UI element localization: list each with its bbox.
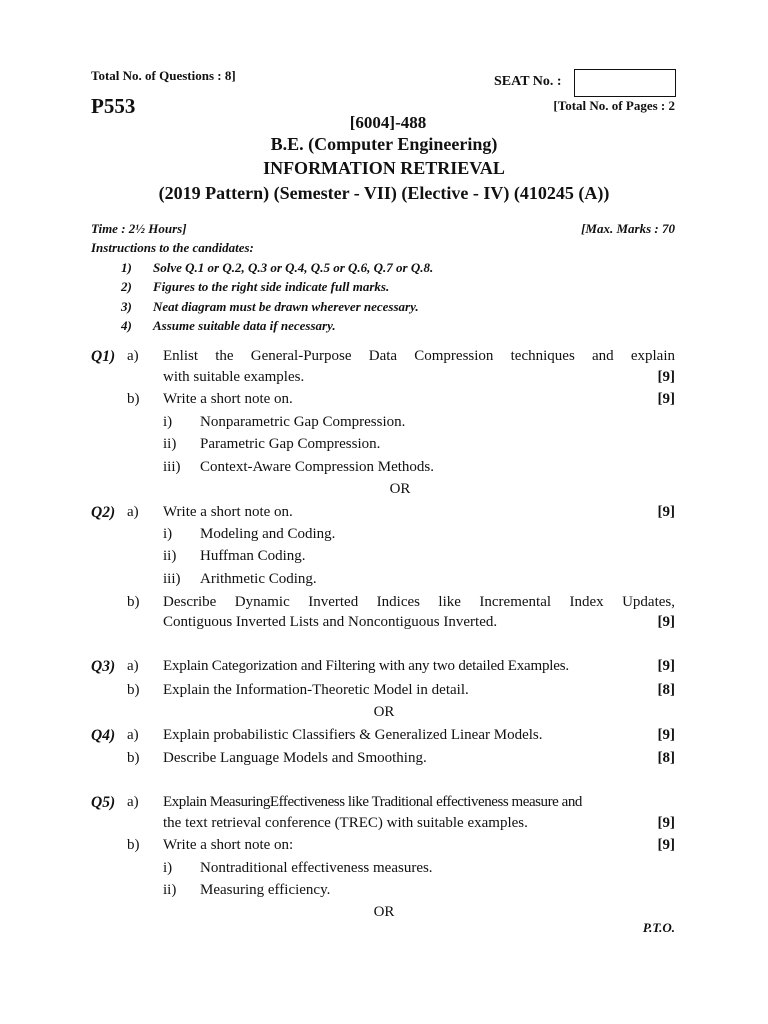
instruction-num: 3) — [121, 299, 132, 314]
question-text: Describe Language Models and Smoothing. — [163, 750, 427, 766]
sub-question-label: b) — [127, 682, 140, 698]
question-text: Write a short note on. — [163, 504, 293, 520]
question-number: Q4) — [91, 727, 116, 744]
exam-code: [6004]-488 — [349, 113, 427, 132]
list-item-text: Nonparametric Gap Compression. — [200, 414, 406, 430]
or-separator: OR — [373, 704, 395, 720]
question-text: Explain Categorization and Filtering with any two detailed Examples. — [163, 658, 569, 674]
question-text: Explain MeasuringEffectiveness like Traditional effectiveness measure and — [163, 794, 582, 810]
subject-title: INFORMATION RETRIEVAL — [263, 158, 505, 178]
sub-question-label: b) — [127, 594, 140, 610]
list-item-number: ii) — [163, 882, 177, 898]
question-text: Write a short note on. — [163, 391, 293, 407]
question-text: Explain probabilistic Classifiers & Generalized Linear Models. — [163, 727, 543, 743]
marks: [9] — [657, 658, 675, 674]
list-item-text: Nontraditional effectiveness measures. — [200, 860, 433, 876]
sub-question-label: a) — [127, 348, 139, 364]
list-item-text: Measuring efficiency. — [200, 882, 331, 898]
question-text: with suitable examples. — [163, 369, 305, 385]
instruction-text: Solve Q.1 or Q.2, Q.3 or Q.4, Q.5 or Q.6, Q.7 or Q.8. — [153, 260, 434, 275]
instruction-text: Neat diagram must be drawn wherever necessary. — [153, 299, 419, 314]
or-separator: OR — [373, 904, 395, 920]
question-text: Enlist the General-Purpose Data Compression techniques and explain — [163, 348, 675, 364]
question-text: the text retrieval conference (TREC) with suitable examples. — [163, 815, 528, 831]
question-text: Write a short note on: — [163, 837, 294, 853]
question-text: Describe Dynamic Inverted Indices like Incremental Index Updates, — [163, 594, 675, 610]
marks: [8] — [657, 682, 675, 698]
list-item-number: iii) — [163, 459, 181, 475]
seat-number-label: SEAT No. : — [494, 74, 562, 89]
instruction-text: Figures to the right side indicate full marks. — [153, 279, 390, 294]
instruction-num: 4) — [121, 318, 132, 333]
question-text: Explain the Information-Theoretic Model in detail. — [163, 682, 469, 698]
sub-question-label: a) — [127, 727, 139, 743]
pattern-line: (2019 Pattern) (Semester - VII) (Elective - IV) (410245 (A)) — [158, 183, 610, 203]
list-item-number: i) — [163, 414, 173, 430]
list-item-text: Context-Aware Compression Methods. — [200, 459, 435, 475]
marks: [9] — [657, 369, 675, 385]
list-item-text: Modeling and Coding. — [200, 526, 336, 542]
marks: [9] — [657, 727, 675, 743]
question-number: Q1) — [91, 348, 116, 365]
sub-question-label: b) — [127, 391, 140, 407]
or-separator: OR — [389, 481, 411, 497]
please-turn-over: P.T.O. — [642, 920, 675, 935]
list-item-number: iii) — [163, 571, 181, 587]
time-allowed: Time : 2½ Hours] — [91, 221, 187, 236]
marks: [9] — [657, 391, 675, 407]
sub-question-label: b) — [127, 837, 140, 853]
marks: [9] — [657, 815, 675, 831]
max-marks: [Max. Marks : 70 — [581, 221, 675, 236]
list-item-text: Parametric Gap Compression. — [200, 436, 381, 452]
instruction-num: 2) — [121, 279, 132, 294]
sub-question-label: b) — [127, 750, 140, 766]
list-item-number: ii) — [163, 548, 177, 564]
total-pages: [Total No. of Pages : 2 — [553, 98, 675, 113]
marks: [9] — [657, 837, 675, 853]
instruction-text: Assume suitable data if necessary. — [153, 318, 336, 333]
question-number: Q5) — [91, 794, 116, 811]
marks: [9] — [657, 614, 675, 630]
sub-question-label: a) — [127, 504, 139, 520]
seat-number-box[interactable] — [574, 69, 676, 97]
question-number: Q2) — [91, 504, 116, 521]
sub-question-label: a) — [127, 658, 139, 674]
paper-code: P553 — [91, 94, 136, 118]
question-number: Q3) — [91, 658, 116, 675]
list-item-number: i) — [163, 526, 173, 542]
list-item-number: ii) — [163, 436, 177, 452]
sub-question-label: a) — [127, 794, 139, 810]
instruction-num: 1) — [121, 260, 132, 275]
instructions-heading: Instructions to the candidates: — [91, 240, 254, 255]
degree-title: B.E. (Computer Engineering) — [270, 134, 498, 154]
total-questions: Total No. of Questions : 8] — [91, 68, 236, 83]
list-item-number: i) — [163, 860, 173, 876]
marks: [9] — [657, 504, 675, 520]
question-text: Contiguous Inverted Lists and Noncontiguous Inverted. — [163, 614, 498, 630]
list-item-text: Huffman Coding. — [200, 548, 306, 564]
marks: [8] — [657, 750, 675, 766]
list-item-text: Arithmetic Coding. — [200, 571, 317, 587]
